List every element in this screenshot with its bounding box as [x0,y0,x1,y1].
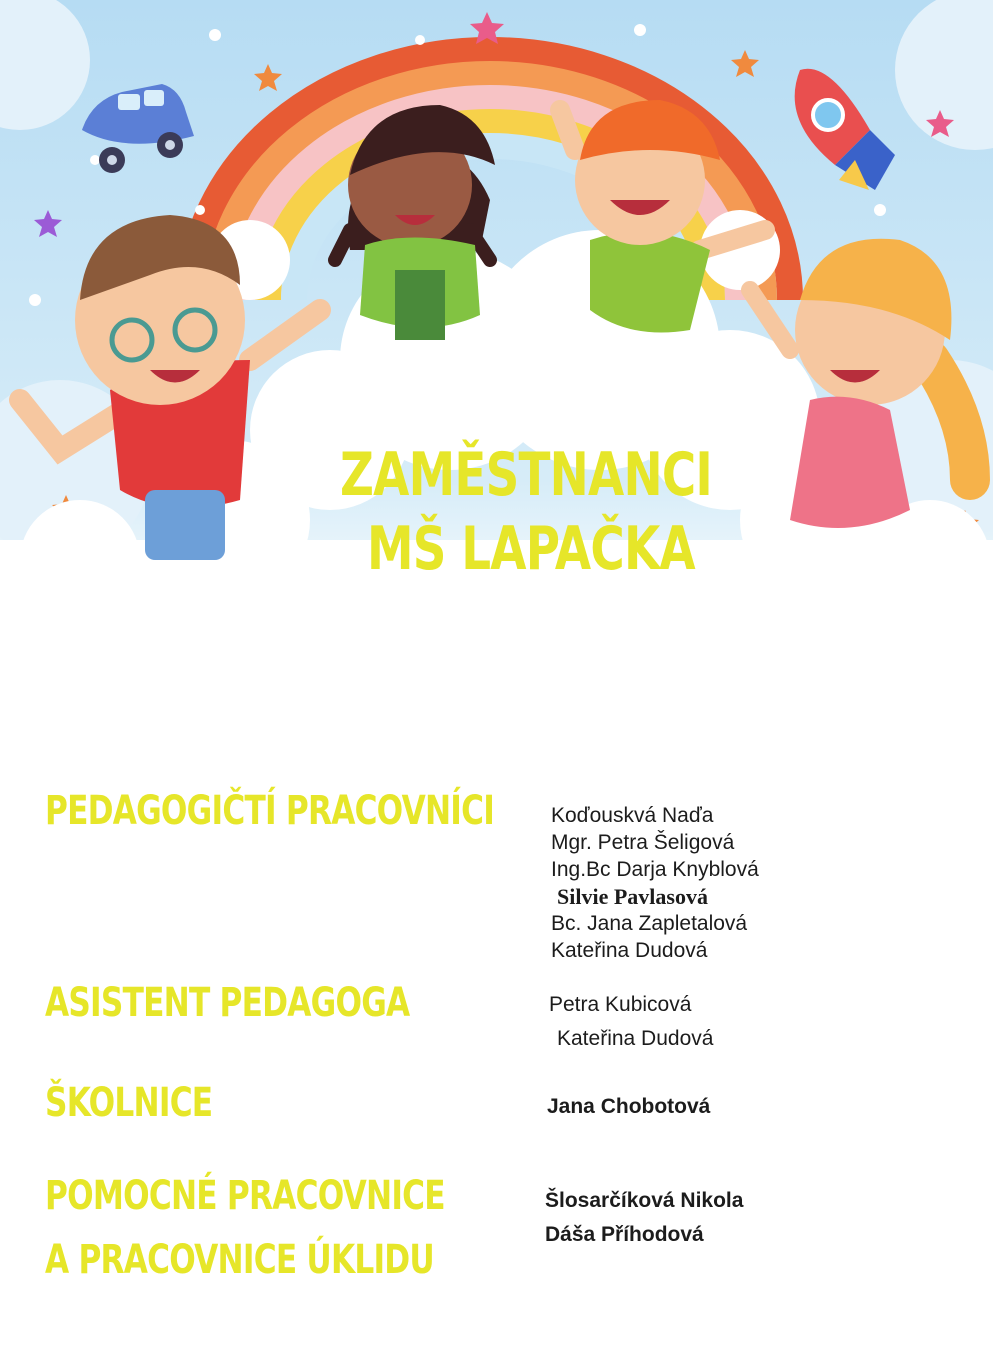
staff-name: Petra Kubicová [549,993,692,1016]
staff-name: Ing.Bc Darja Knyblová [551,858,759,881]
names-list-auxiliary-staff [545,1184,743,1252]
staff-name: Bc. Jana Zapletalová [551,912,748,935]
staff-name: Kateřina Dudová [557,1027,714,1050]
page-title-line-1: ZAMĚSTNANCI [340,440,713,510]
section-label-pedagogical-staff: PEDAGOGIČTÍ PRACOVNÍCI [45,788,495,834]
section-label-caretaker: ŠKOLNICE [45,1080,213,1126]
staff-name: Silvie Pavlasová [557,884,708,909]
staff-name: Mgr. Petra Šeligová [551,831,735,854]
section-label-teaching-assistant: ASISTENT PEDAGOGA [45,980,410,1026]
staff-name: Jana Chobotová [547,1095,711,1118]
staff-name: Koďouskvá Naďa [551,804,714,827]
names-list-teaching-assistant [549,988,713,1056]
page-title-line-2: MŠ LAPAČKA [367,514,695,584]
staff-name: Kateřina Dudová [551,939,708,962]
section-label-auxiliary-staff-line-1: POMOCNÉ PRACOVNICE [45,1173,445,1219]
names-list-caretaker [547,1090,710,1124]
names-list-pedagogical-staff [551,802,759,964]
staff-name: Dáša Příhodová [545,1223,704,1246]
staff-name: Šlosarčíková Nikola [545,1189,744,1212]
section-label-auxiliary-staff-line-2: A PRACOVNICE ÚKLIDU [45,1237,434,1283]
